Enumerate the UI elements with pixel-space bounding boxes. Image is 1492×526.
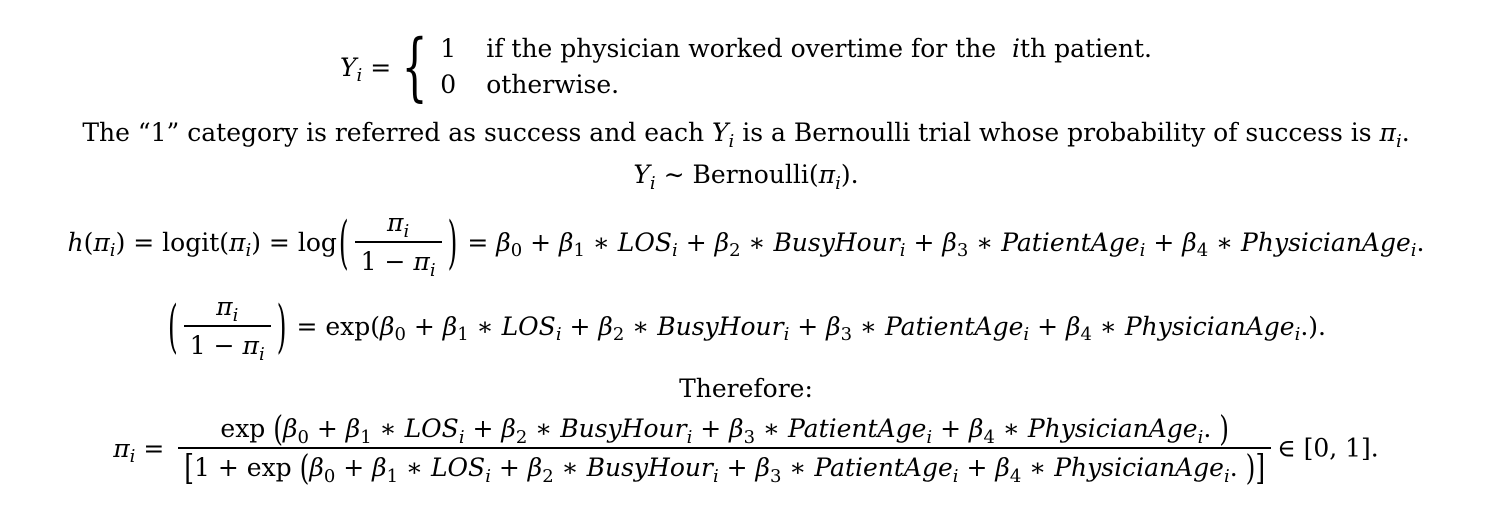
logit-equation: $h(\pi_i)$ = $logit(\pi_i) = \log$( $\frac{\pi_i}{1 - \pi_i}$ ) = $\beta_0 + \beta_1$ ∗ $LOS_i + \beta_2$ ∗ BusyHour$_i$ + $\beta_3$ ∗ PatientAge$_i$ + $\beta_4$ ∗ PhysicianAge$_i$.: [67, 208, 1425, 281]
case1-text: if the physician worked overtime for the: [486, 34, 997, 63]
therefore-label: Therefore:: [679, 374, 813, 403]
odds-fraction-2: $\frac{\pi_i}{1 - \pi_i}$: [184, 292, 271, 360]
probability-fraction: $\exp (\beta_0 + \beta_1$ ∗ $LOS_i + \beta_2$ ∗ BusyHour$_i$ + $\beta_3$ ∗ PatientAge$_i$ + $\beta_4$ ∗ PhysicianAge$_i$. ) [$1 + \exp (\beta_0 + \beta_1$ ∗ $LOS_i + \beta_2$ ∗ BusyHour$_i$ + $\beta_3$ ∗ PatientAge$_i$ + $\beta_4$ ∗ PhysicianAge$_i$. )]: [178, 414, 1271, 482]
final-equation: $\pi_i$ = $\exp (\beta_0 + \beta_1$ ∗ $LOS_i + \beta_2$ ∗ BusyHour$_i$ + $\beta_3$ ∗ PatientAge$_i$ + $\beta_4$ ∗ PhysicianAge$_i$. ) [$1 + \exp (\beta_0 + \beta_1$ ∗ $LOS_i + \beta_2$ ∗ BusyHour$_i$ + $\beta_3$ ∗ PatientAge$_i$ + $\beta_4$ ∗ PhysicianAge$_i$. )] ∈ [0, 1].: [113, 408, 1379, 488]
unit-interval: ∈ [0, 1].: [1277, 433, 1379, 463]
left-brace: {: [401, 24, 428, 110]
case0-text: otherwise.: [486, 70, 620, 99]
success-sentence: The “1” category is referred as success and each $Y_i$ is a Bernoulli trial whose probability of success is $\pi_i$.: [82, 118, 1410, 152]
odds-equation: ( $\frac{\pi_i}{1 - \pi_i}$ ) = $\exp(\beta_0 + \beta_1$ ∗ $LOS_i + \beta_2$ ∗ BusyHour$_i$ + $\beta_3$ ∗ PatientAge$_i$ + $\beta_4$ ∗ PhysicianAge$_i$.).: [168, 292, 1326, 365]
y-var: Y: [340, 52, 357, 82]
bernoulli-distribution: $Y_i$ ∼ $Bernoulli(\pi_i)$.: [633, 160, 859, 194]
case-definition: $Y_i$ = { 1 if the physician worked overtime for the ith patient. 0 otherwise.: [340, 24, 1152, 110]
odds-fraction: $\frac{\pi_i}{1 - \pi_i}$: [355, 208, 442, 276]
cases-block: 1 if the physician worked overtime for the ith patient. 0 otherwise.: [440, 34, 1152, 99]
